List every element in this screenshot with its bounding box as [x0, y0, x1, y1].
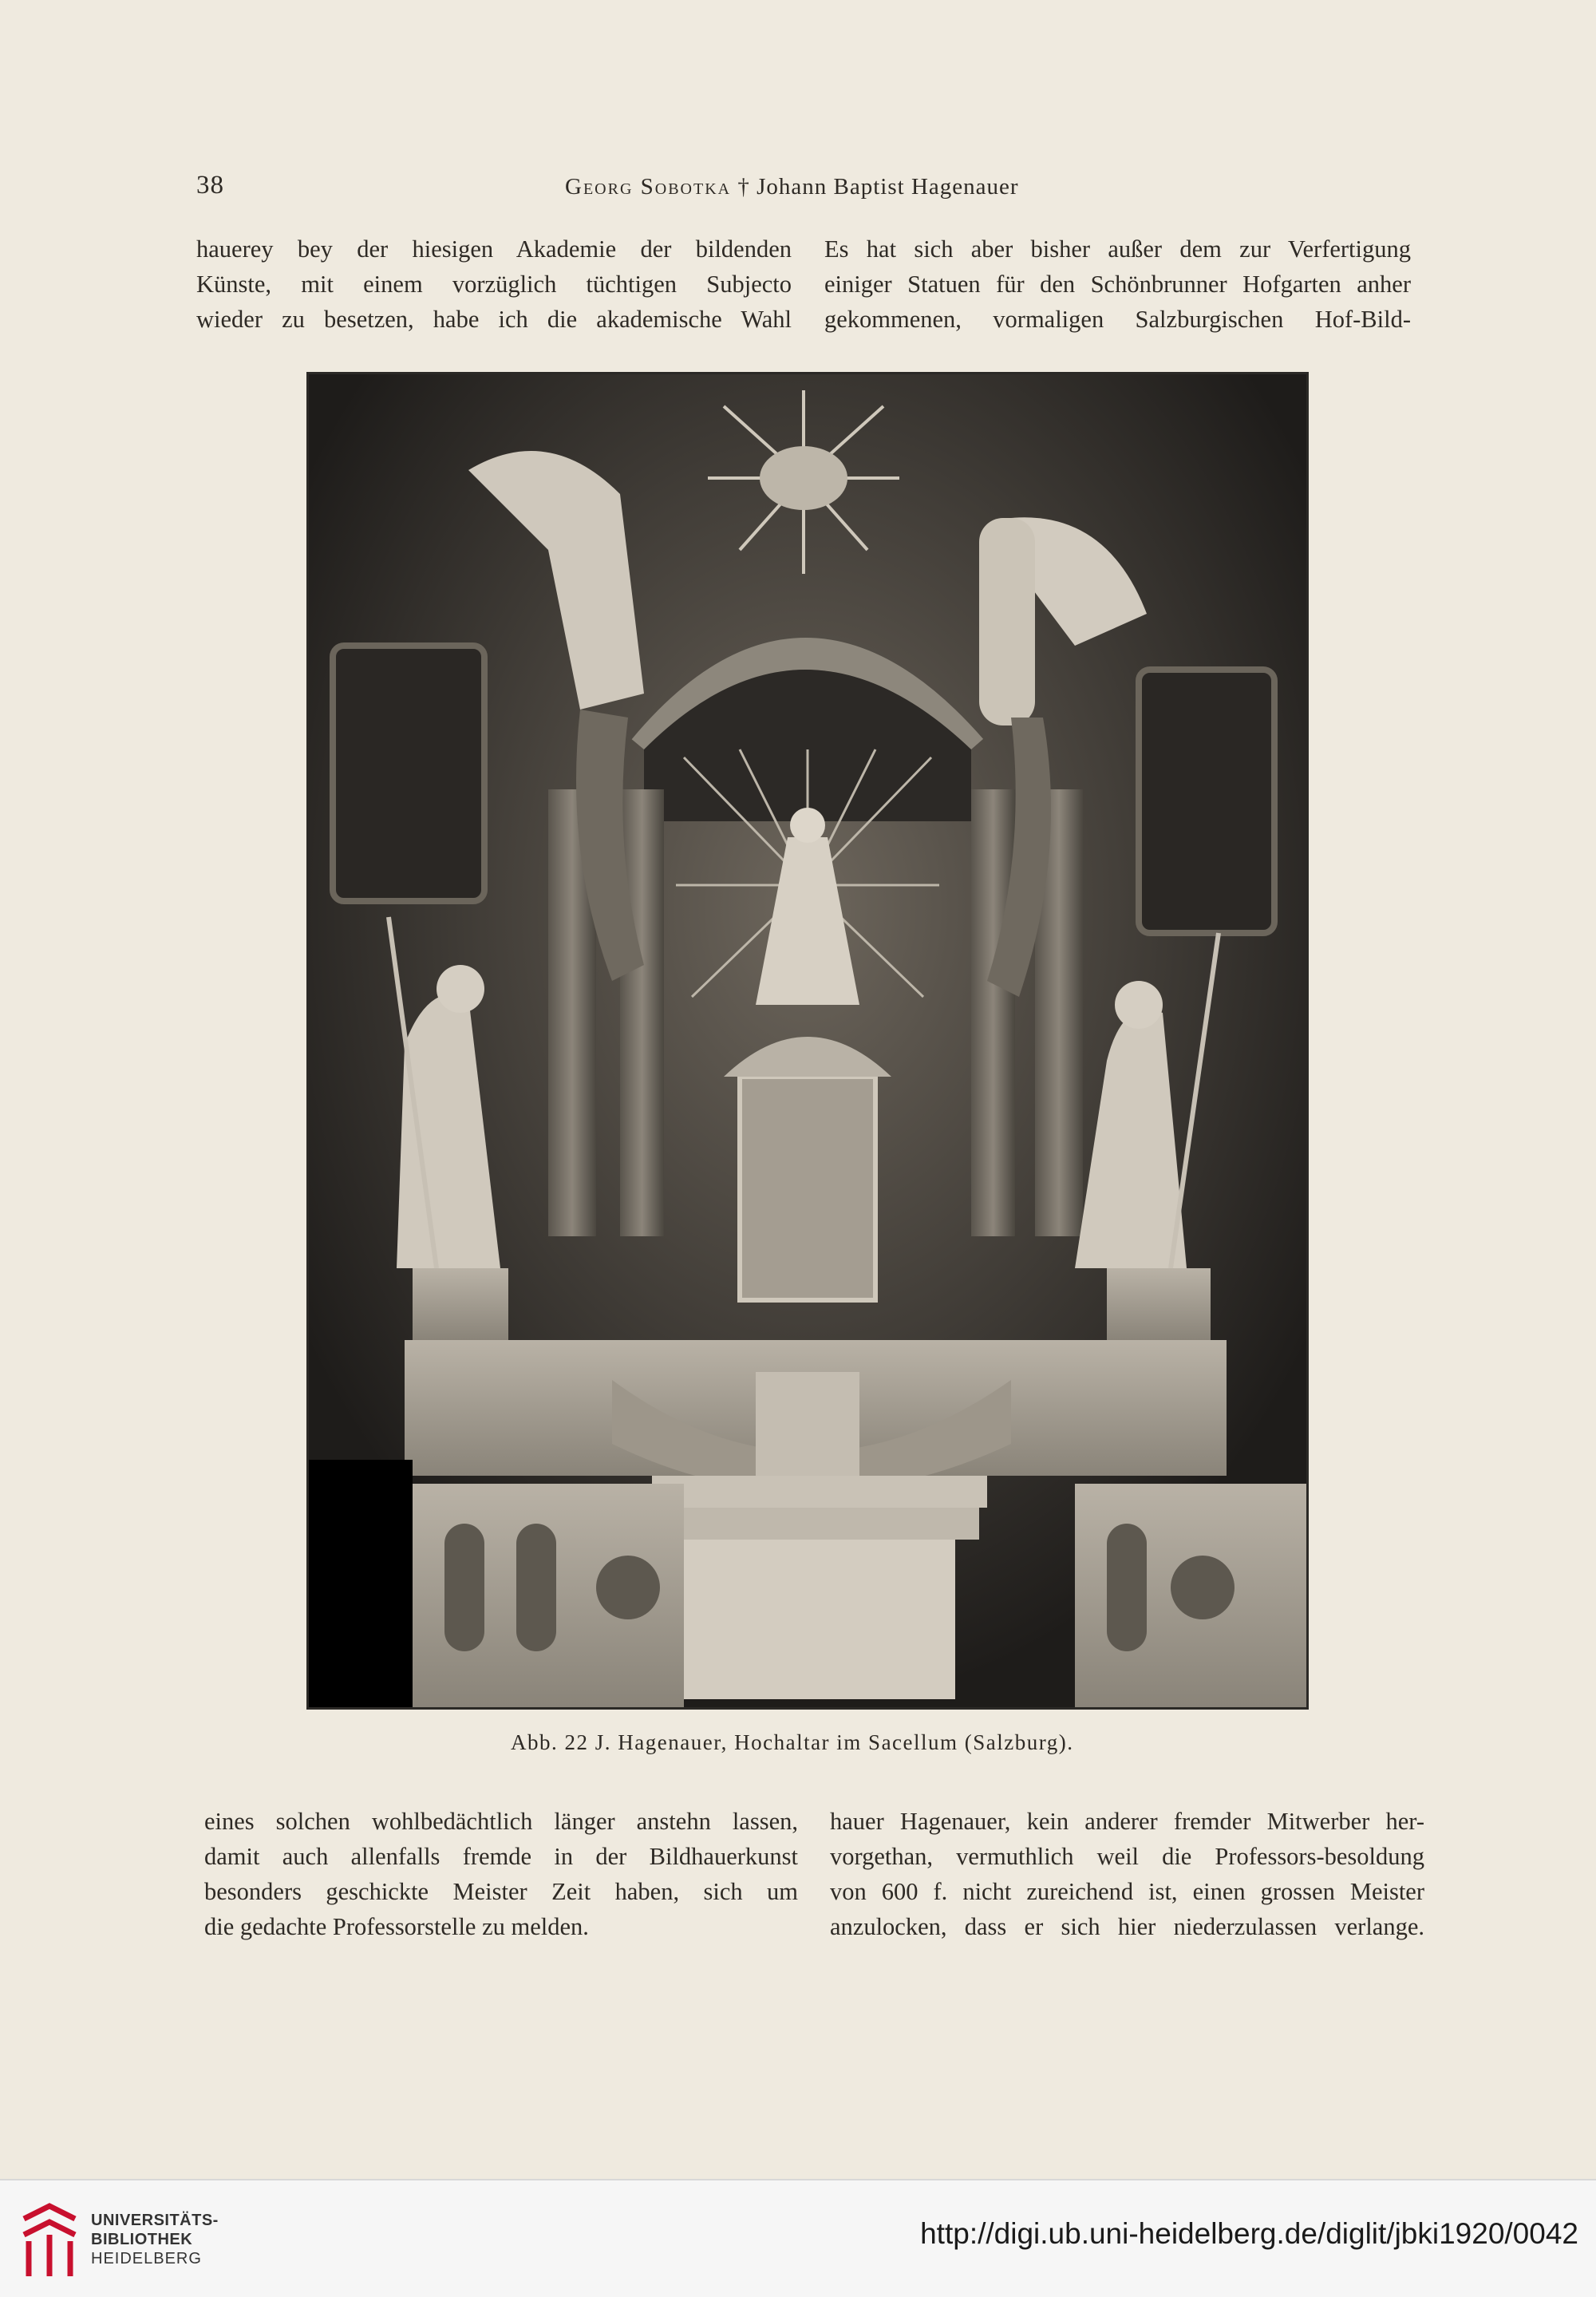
text-column-left-bottom [204, 1804, 798, 1944]
text-line: Künste, mit einem vorzüglich tüchtigen Subjecto [196, 271, 792, 298]
text-line: hauer Hagenauer, kein anderer fremder Mitwerber her- [830, 1808, 1424, 1835]
library-name-line: HEIDELBERG [91, 2250, 202, 2267]
running-title [565, 174, 1019, 200]
permalink-url[interactable]: http://digi.ub.uni-heidelberg.de/diglit/jbki1920/0042 [920, 2217, 1578, 2250]
text-line: besonders geschickte Meister Zeit haben, sich um [204, 1878, 798, 1905]
header-dagger: † [737, 174, 750, 200]
text-line: gekommenen, vormaligen Salzburgischen Hof-Bild- [824, 306, 1411, 333]
viewer-footer [0, 2179, 1596, 2297]
altar-illustration [309, 374, 1306, 1707]
text-line: vorgethan, vermuthlich weil die Professors-besoldung [830, 1843, 1424, 1870]
text-line: die gedachte Professorstelle zu melden. [204, 1913, 589, 1940]
text-line: einiger Statuen für den Schönbrunner Hofgarten anher [824, 271, 1411, 298]
text-column-right-bottom [830, 1804, 1424, 1944]
text-column-right-top [824, 231, 1411, 337]
text-line: hauerey bey der hiesigen Akademie der bildenden [196, 235, 792, 263]
text-line: wieder zu besetzen, habe ich die akademische Wahl [196, 306, 792, 333]
header-title: Johann Baptist Hagenauer [757, 174, 1019, 200]
university-library-logo-icon [18, 2203, 81, 2279]
library-name [91, 2211, 219, 2268]
text-line: anzulocken, dass er sich hier niederzulassen verlange. [830, 1913, 1424, 1940]
library-name-line: UNIVERSITÄTS- [91, 2212, 219, 2229]
altar-photograph [306, 372, 1309, 1710]
library-name-line: BIBLIOTHEK [91, 2231, 193, 2248]
text-line: Es hat sich aber bisher außer dem zur Verfertigung [824, 235, 1411, 263]
text-column-left-top [196, 231, 792, 337]
figure-caption: Abb. 22 J. Hagenauer, Hochaltar im Sacellum (Salzburg). [511, 1730, 1074, 1754]
running-header [196, 171, 1429, 203]
header-author: Georg Sobotka [565, 174, 732, 200]
text-line: eines solchen wohlbedächtlich länger anstehn lassen, [204, 1808, 798, 1835]
text-line: damit auch allenfalls fremde in der Bildhauerkunst [204, 1843, 798, 1870]
page-number: 38 [196, 171, 224, 200]
text-line: von 600 f. nicht zureichend ist, einen grossen Meister [830, 1878, 1424, 1905]
